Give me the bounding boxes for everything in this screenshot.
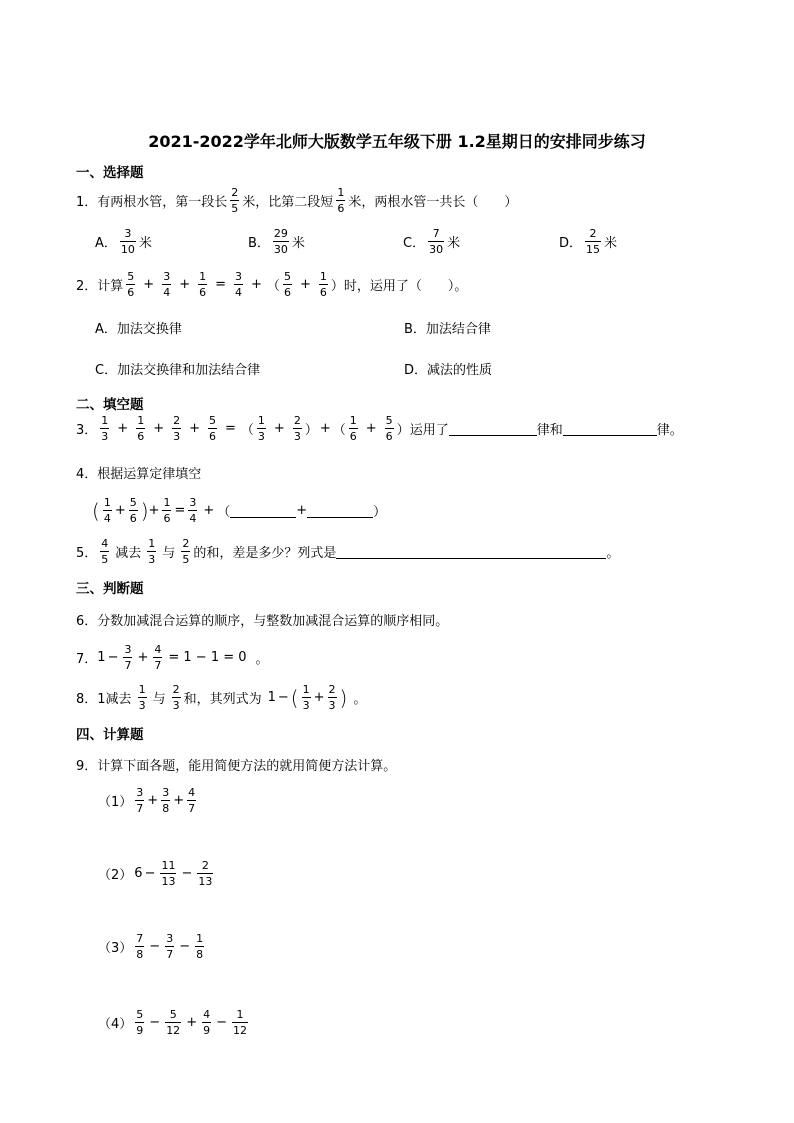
fraction-denominator: 8 bbox=[162, 802, 170, 815]
fraction-denominator: 6 bbox=[209, 430, 216, 443]
text-run: ） bbox=[330, 279, 344, 294]
fraction-numerator: 5 bbox=[136, 1008, 144, 1021]
text-run: 9． bbox=[76, 759, 98, 774]
text-run: （3） bbox=[98, 941, 133, 956]
fraction-denominator: 3 bbox=[328, 699, 336, 712]
text-run: − bbox=[277, 690, 289, 705]
text-run: − bbox=[149, 939, 161, 954]
fraction bbox=[202, 1009, 211, 1036]
text-run: − bbox=[149, 1015, 161, 1030]
fraction bbox=[195, 933, 204, 960]
text-run: ） bbox=[373, 505, 387, 520]
text-run: 3． bbox=[76, 423, 98, 438]
fraction-denominator: 30 bbox=[273, 243, 288, 256]
fraction-denominator: 7 bbox=[124, 659, 132, 672]
fraction-numerator: 1 bbox=[319, 270, 327, 283]
text-run: 律。 bbox=[656, 423, 683, 438]
text-run: + bbox=[299, 277, 311, 292]
text-run: − bbox=[144, 866, 156, 881]
fraction-numerator: 7 bbox=[136, 932, 144, 945]
fraction bbox=[153, 644, 162, 671]
fraction bbox=[428, 228, 444, 255]
fraction bbox=[293, 415, 302, 442]
fraction-numerator: 2 bbox=[589, 227, 597, 240]
question-9 bbox=[76, 755, 396, 774]
fraction-numerator: 1 bbox=[101, 414, 109, 427]
fraction bbox=[336, 187, 345, 214]
option-d: D．减法的性质 bbox=[404, 363, 493, 378]
text-run: 1减去 bbox=[97, 692, 132, 707]
fraction-numerator: 3 bbox=[235, 270, 243, 283]
section-heading-fill: 二、填空题 bbox=[76, 397, 144, 413]
fraction-denominator: 3 bbox=[148, 553, 156, 566]
question-4-expression bbox=[92, 497, 386, 524]
fraction-denominator: 3 bbox=[101, 430, 109, 443]
text-run: + bbox=[173, 793, 185, 808]
fraction-numerator: 1 bbox=[337, 186, 345, 199]
text-run: + bbox=[117, 421, 129, 436]
fraction-denominator: 4 bbox=[189, 512, 197, 525]
fraction-numerator: 1 bbox=[257, 414, 265, 427]
text-run: 米 bbox=[138, 236, 152, 251]
text-run: + bbox=[137, 650, 149, 665]
fraction bbox=[172, 684, 181, 711]
text-run: + bbox=[148, 503, 160, 518]
fraction-numerator: 7 bbox=[432, 227, 440, 240]
text-run: 1． bbox=[76, 195, 98, 210]
text-run: = bbox=[174, 503, 186, 518]
fraction-denominator: 13 bbox=[198, 875, 213, 888]
fraction-numerator: 1 bbox=[196, 932, 204, 945]
text-run: B． bbox=[248, 236, 270, 251]
text-run: 米 bbox=[604, 236, 618, 251]
fraction-numerator: 2 bbox=[293, 414, 301, 427]
fraction-denominator: 6 bbox=[163, 512, 171, 525]
fraction-denominator: 7 bbox=[154, 659, 162, 672]
fraction-numerator: 29 bbox=[273, 227, 288, 240]
text-run: 2． bbox=[76, 279, 98, 294]
fraction-denominator: 9 bbox=[203, 1024, 211, 1037]
fraction bbox=[585, 228, 601, 255]
text-run: （4） bbox=[98, 1017, 133, 1032]
fraction bbox=[135, 787, 144, 814]
fraction bbox=[385, 415, 394, 442]
text-run: − bbox=[179, 939, 191, 954]
fraction-numerator: 3 bbox=[166, 932, 174, 945]
fraction-numerator: 3 bbox=[162, 786, 170, 799]
fraction-denominator: 5 bbox=[101, 553, 109, 566]
fraction-denominator: 3 bbox=[172, 699, 180, 712]
fraction-denominator: 3 bbox=[257, 430, 265, 443]
fraction-denominator: 6 bbox=[283, 286, 291, 299]
fraction-denominator: 6 bbox=[137, 430, 145, 443]
fraction-numerator: 4 bbox=[203, 1008, 211, 1021]
fraction-denominator: 30 bbox=[429, 243, 444, 256]
fraction bbox=[165, 933, 174, 960]
option-a bbox=[95, 228, 152, 255]
bracket: ) bbox=[140, 498, 149, 523]
text-run: − bbox=[107, 650, 119, 665]
question-9-part-4 bbox=[98, 1009, 251, 1036]
fraction-denominator: 12 bbox=[233, 1024, 247, 1037]
text-run: 。 bbox=[353, 692, 367, 707]
text-run: + bbox=[296, 503, 308, 518]
text-run: = bbox=[225, 421, 236, 436]
text-run: + bbox=[114, 503, 126, 518]
fraction bbox=[283, 271, 292, 298]
fraction-denominator: 3 bbox=[293, 430, 301, 443]
fraction-numerator: 5 bbox=[209, 414, 216, 427]
section-heading-choice: 一、选择题 bbox=[76, 165, 144, 181]
text-run: C． bbox=[403, 236, 426, 251]
fraction-denominator: 6 bbox=[199, 286, 207, 299]
text-run: + bbox=[186, 1015, 198, 1030]
fraction-denominator: 5 bbox=[231, 202, 239, 215]
question-2 bbox=[76, 271, 467, 298]
fraction-denominator: 7 bbox=[188, 802, 196, 815]
text-run: 计算下面各题，能用简便方法的就用简便方法计算。 bbox=[97, 759, 397, 774]
fraction-denominator: 6 bbox=[337, 202, 345, 215]
fraction-numerator: 4 bbox=[101, 537, 109, 550]
text-run: ） bbox=[304, 423, 318, 438]
fraction bbox=[234, 271, 243, 298]
fraction-numerator: 2 bbox=[201, 859, 209, 872]
text-run: 4． bbox=[76, 467, 98, 482]
fraction-numerator: 3 bbox=[189, 496, 197, 509]
fraction-numerator: 2 bbox=[328, 683, 336, 696]
question-1 bbox=[76, 187, 517, 214]
fraction bbox=[120, 228, 136, 255]
fraction-denominator: 8 bbox=[196, 948, 204, 961]
fraction-numerator: 3 bbox=[124, 643, 132, 656]
fraction-numerator: 3 bbox=[124, 227, 132, 240]
option-c bbox=[403, 228, 460, 255]
fraction-numerator: 1 bbox=[103, 496, 111, 509]
fraction-numerator: 5 bbox=[283, 270, 291, 283]
fraction-numerator: 2 bbox=[172, 683, 180, 696]
fraction-denominator: 10 bbox=[120, 243, 135, 256]
text-run: 米，比第二段短 bbox=[242, 195, 334, 210]
fraction bbox=[135, 933, 144, 960]
text-run: = bbox=[215, 277, 227, 292]
fraction-numerator: 2 bbox=[231, 186, 239, 199]
text-run: 6 bbox=[134, 866, 143, 881]
fraction-denominator: 3 bbox=[173, 430, 181, 443]
text-run: 米 bbox=[291, 236, 305, 251]
bracket: ( bbox=[290, 685, 299, 710]
fraction bbox=[172, 415, 181, 442]
text-run: 有两根水管，第一段长 bbox=[97, 195, 228, 210]
page-title: 2021-2022学年北师大版数学五年级下册 1.2星期日的安排同步练习 bbox=[148, 132, 646, 151]
fraction bbox=[197, 860, 213, 887]
answer-blank[interactable] bbox=[307, 503, 373, 518]
fraction-denominator: 6 bbox=[385, 430, 393, 443]
answer-blank[interactable] bbox=[230, 503, 296, 518]
text-run: 。 bbox=[606, 546, 620, 561]
question-8 bbox=[76, 684, 366, 711]
fraction-numerator: 1 bbox=[302, 683, 310, 696]
text-run: 6． bbox=[76, 614, 98, 629]
text-run: 7． bbox=[76, 652, 98, 667]
text-run: 计算 bbox=[97, 279, 124, 294]
option-b: B．加法结合律 bbox=[404, 322, 491, 337]
fraction bbox=[165, 1009, 181, 1036]
text-run: 运用了 bbox=[409, 423, 449, 438]
fraction-denominator: 12 bbox=[166, 1024, 181, 1037]
fraction bbox=[100, 538, 109, 565]
fraction-denominator: 4 bbox=[235, 286, 243, 299]
fraction-numerator: 4 bbox=[154, 643, 162, 656]
text-run: 律和 bbox=[536, 423, 563, 438]
fraction bbox=[198, 271, 207, 298]
text-run: （ bbox=[266, 279, 280, 294]
fraction bbox=[349, 415, 358, 442]
question-9-part-3 bbox=[98, 933, 207, 960]
question-7 bbox=[76, 644, 269, 671]
fraction bbox=[162, 497, 171, 524]
text-run: − bbox=[216, 1015, 227, 1030]
text-run: + bbox=[203, 503, 215, 518]
fraction bbox=[160, 860, 176, 887]
text-run: 分数加减混合运算的顺序，与整数加减混合运算的顺序相同。 bbox=[97, 614, 449, 629]
fraction-numerator: 1 bbox=[199, 270, 207, 283]
fraction-numerator: 1 bbox=[137, 414, 145, 427]
fraction-denominator: 5 bbox=[182, 553, 190, 566]
text-run: − bbox=[181, 866, 193, 881]
text-run: D． bbox=[559, 236, 583, 251]
question-6 bbox=[76, 610, 448, 629]
text-run: + bbox=[153, 421, 165, 436]
text-run: 1 bbox=[97, 650, 106, 665]
text-run: （ bbox=[332, 423, 346, 438]
fraction bbox=[257, 415, 266, 442]
text-run: 的和，差是多少？列式是 bbox=[193, 546, 337, 561]
text-run: + bbox=[319, 421, 331, 436]
text-run: 和，其列式为 bbox=[183, 692, 262, 707]
question-9-part-2 bbox=[98, 860, 216, 887]
fraction-denominator: 6 bbox=[349, 430, 357, 443]
text-run: + bbox=[143, 277, 155, 292]
answer-blank[interactable] bbox=[336, 544, 606, 559]
fraction-denominator: 4 bbox=[103, 512, 111, 525]
text-run: 米 bbox=[447, 236, 461, 251]
fraction bbox=[319, 271, 328, 298]
option-c: C．加法交换律和加法结合律 bbox=[95, 363, 261, 378]
fraction-denominator: 4 bbox=[163, 286, 171, 299]
fraction-numerator: 1 bbox=[148, 537, 156, 550]
fraction bbox=[138, 684, 147, 711]
text-run: 1 bbox=[267, 690, 276, 705]
option-d bbox=[559, 228, 617, 255]
question-4 bbox=[76, 463, 201, 482]
text-run: （ bbox=[240, 423, 254, 438]
fraction-numerator: 5 bbox=[127, 270, 135, 283]
bracket: ( bbox=[92, 498, 100, 523]
bracket: ) bbox=[339, 685, 348, 710]
text-run: 米，两根水管一共长（ ） bbox=[348, 195, 518, 210]
fraction-numerator: 1 bbox=[236, 1008, 244, 1021]
text-run: + bbox=[179, 277, 191, 292]
fraction-numerator: 2 bbox=[173, 414, 181, 427]
answer-blank[interactable] bbox=[563, 421, 657, 436]
text-run: + bbox=[273, 421, 285, 436]
text-run: 。 bbox=[255, 652, 269, 667]
fraction-denominator: 3 bbox=[302, 699, 310, 712]
fraction-denominator: 6 bbox=[129, 512, 137, 525]
fraction bbox=[129, 497, 138, 524]
fraction bbox=[302, 684, 311, 711]
question-9-part-1 bbox=[98, 787, 199, 814]
fraction bbox=[135, 1009, 144, 1036]
fraction bbox=[162, 271, 171, 298]
fraction-denominator: 15 bbox=[586, 243, 601, 256]
text-run: （1） bbox=[98, 795, 133, 810]
fraction bbox=[181, 538, 190, 565]
fraction-denominator: 6 bbox=[127, 286, 135, 299]
fraction-numerator: 4 bbox=[188, 786, 196, 799]
option-b bbox=[248, 228, 305, 255]
text-run: + bbox=[147, 793, 159, 808]
text-run: 减去 bbox=[115, 546, 142, 561]
fraction-denominator: 7 bbox=[136, 802, 144, 815]
text-run: A． bbox=[95, 236, 117, 251]
fraction-numerator: 2 bbox=[182, 537, 190, 550]
text-run: + bbox=[189, 421, 200, 436]
fraction bbox=[208, 415, 217, 442]
fraction-denominator: 13 bbox=[161, 875, 176, 888]
fraction-numerator: 1 bbox=[163, 496, 171, 509]
fraction-numerator: 1 bbox=[138, 683, 146, 696]
fraction bbox=[126, 271, 135, 298]
text-run: （2） bbox=[98, 868, 133, 883]
text-run: + bbox=[313, 690, 325, 705]
text-run: （ bbox=[217, 505, 231, 520]
fraction-denominator: 7 bbox=[166, 948, 174, 961]
fraction bbox=[103, 497, 112, 524]
text-run: ） bbox=[396, 423, 410, 438]
text-run: = 1 − 1 = 0 bbox=[168, 650, 247, 665]
text-run: 5． bbox=[76, 546, 98, 561]
fraction bbox=[161, 787, 170, 814]
text-run: 根据运算定律填空 bbox=[97, 467, 202, 482]
question-3 bbox=[76, 415, 683, 442]
answer-blank[interactable] bbox=[449, 421, 537, 436]
fraction-denominator: 3 bbox=[138, 699, 146, 712]
question-5 bbox=[76, 538, 619, 565]
fraction-denominator: 9 bbox=[136, 1024, 144, 1037]
fraction-numerator: 5 bbox=[169, 1008, 177, 1021]
fraction-numerator: 3 bbox=[136, 786, 144, 799]
fraction bbox=[100, 415, 109, 442]
text-run: 与 bbox=[152, 692, 166, 707]
fraction bbox=[232, 1009, 248, 1036]
fraction-denominator: 6 bbox=[319, 286, 327, 299]
text-run: + bbox=[365, 421, 377, 436]
fraction-numerator: 11 bbox=[161, 859, 176, 872]
fraction bbox=[147, 538, 156, 565]
fraction-numerator: 3 bbox=[163, 270, 171, 283]
fraction bbox=[136, 415, 145, 442]
section-heading-calc: 四、计算题 bbox=[76, 727, 144, 743]
fraction-numerator: 1 bbox=[349, 414, 357, 427]
fraction bbox=[123, 644, 132, 671]
text-run: + bbox=[251, 277, 262, 292]
fraction bbox=[273, 228, 289, 255]
fraction-numerator: 5 bbox=[385, 414, 393, 427]
section-heading-judge: 三、判断题 bbox=[76, 581, 144, 597]
fraction bbox=[328, 684, 337, 711]
fraction-denominator: 8 bbox=[136, 948, 144, 961]
text-run: 8． bbox=[76, 692, 98, 707]
fraction-numerator: 5 bbox=[129, 496, 137, 509]
fraction bbox=[187, 787, 196, 814]
fraction bbox=[188, 497, 197, 524]
text-run: 时，运用了（ ）。 bbox=[343, 279, 468, 294]
text-run: 与 bbox=[162, 546, 176, 561]
option-a: A．加法交换律 bbox=[95, 322, 182, 337]
fraction bbox=[230, 187, 239, 214]
